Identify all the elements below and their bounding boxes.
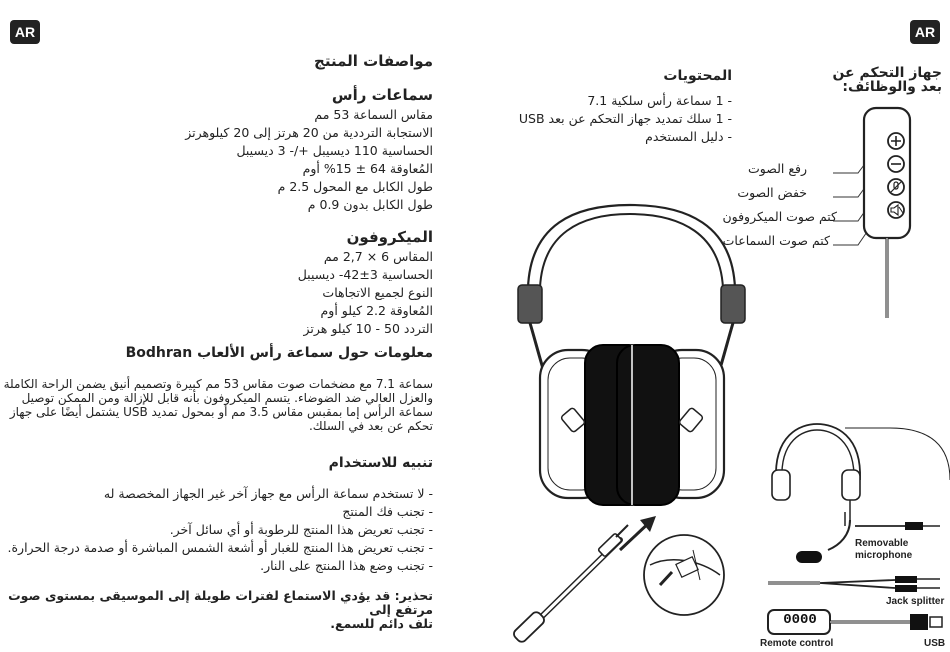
usage-item: - تجنب فك المنتج (342, 504, 433, 519)
about-line: تحكم عن بعد في السلك. (308, 419, 433, 433)
contents-item: - 1 سماعة رأس سلكية 7.1 (587, 93, 732, 108)
usage-item: - تجنب تعريض هذا المنتج للغبار أو أشعة الشمس المباشرة أو صدمة درجة الحرارة. (7, 540, 433, 555)
about-heading: معلومات حول سماعة رأس الألعاب Bodhran (125, 345, 433, 361)
usage-item: - تجنب وضع هذا المنتج على النار. (260, 558, 433, 573)
removable-label-line: Removable (855, 538, 909, 549)
about-line: سماعة 7.1 مع مضخمات صوت مقاس 53 مم كبيرة وتصميم أنيق يضمن الراحة الكاملة (3, 377, 433, 391)
removable-microphone-label (855, 538, 912, 562)
spec-line: المُعاوقة 2.2 كيلو أوم (320, 303, 433, 318)
usage-item: - لا تستخدم سماعة الرأس مع جهاز آخر غير الجهاز المخصصة له (103, 486, 433, 501)
usage-heading: تنبيه للاستخدام (328, 455, 433, 471)
remote-label-volume-down: خفض الصوت (737, 185, 807, 200)
spec-line: المقاس 6 × 2,7 مم (323, 249, 433, 264)
remote-label-volume-up: رفع الصوت (748, 161, 807, 176)
remote-display: 0000 (783, 612, 817, 628)
usage-item: - تجنب تعريض هذا المنتج للرطوبة أو أي سائل آخر. (169, 522, 433, 537)
remote-label-speaker-mute: كتم صوت السماعات (722, 233, 830, 248)
contents-item: - 1 سلك تمديد جهاز التحكم عن بعد USB (518, 111, 732, 126)
language-badge-right: AR (910, 20, 940, 44)
remote-heading-line: جهاز التحكم عن (832, 65, 942, 81)
spec-line: الاستجابة الترددية من 20 هرتز إلى 20 كيلوهرتز (185, 125, 433, 140)
remote-heading-line: بعد والوظائف: (842, 79, 942, 95)
usb-label: USB (924, 638, 946, 649)
spec-line: مقاس السماعة 53 مم (314, 107, 433, 122)
warning-line: تحذير: قد يؤدي الاستماع لفترات طويلة إلى الموسيقى بمستوى صوت مرتفع إلى (8, 588, 433, 617)
spec-line: الحساسية 110 ديسيبل +/- 3 ديسيبل (236, 143, 433, 158)
spec-line: النوع لجميع الاتجاهات (322, 285, 433, 300)
about-line: والعزل العالي ضد الضوضاء. يتسم الميكروفون بأنه قابل للإزالة ومن الممكن توصيل (21, 391, 433, 405)
contents-item: - دليل المستخدم (645, 129, 732, 144)
spec-line: المُعاوقة 64 ± 15% أوم (302, 161, 433, 176)
spec-line: طول الكابل مع المحول 2.5 م (277, 179, 433, 194)
spec-line: الحساسية 3±42- ديسيبل (297, 267, 433, 282)
warning-line: تلف دائم للسمع. (330, 616, 433, 631)
removable-label-line: microphone (855, 550, 913, 561)
jack-splitter-label: Jack splitter (886, 596, 945, 607)
specs-title: مواصفات المنتج (314, 52, 433, 70)
spec-line: طول الكابل بدون 0.9 م (307, 197, 433, 212)
language-badge-left: AR (10, 20, 40, 44)
contents-heading: المحتويات (663, 68, 732, 84)
spec-line: التردد 50 - 10 كيلو هرتز (303, 321, 433, 336)
headphones-heading: سماعات رأس (331, 86, 433, 104)
about-line: سماعة الرأس إما بمقبس مقاس 3.5 مم أو بمحول تمديد USB يشتمل أيضًا على جهاز (9, 405, 433, 419)
remote-control-label: Remote control (760, 638, 834, 649)
remote-label-mic-mute: كتم صوت الميكروفون (722, 209, 837, 224)
microphone-heading: الميكروفون (346, 228, 433, 246)
